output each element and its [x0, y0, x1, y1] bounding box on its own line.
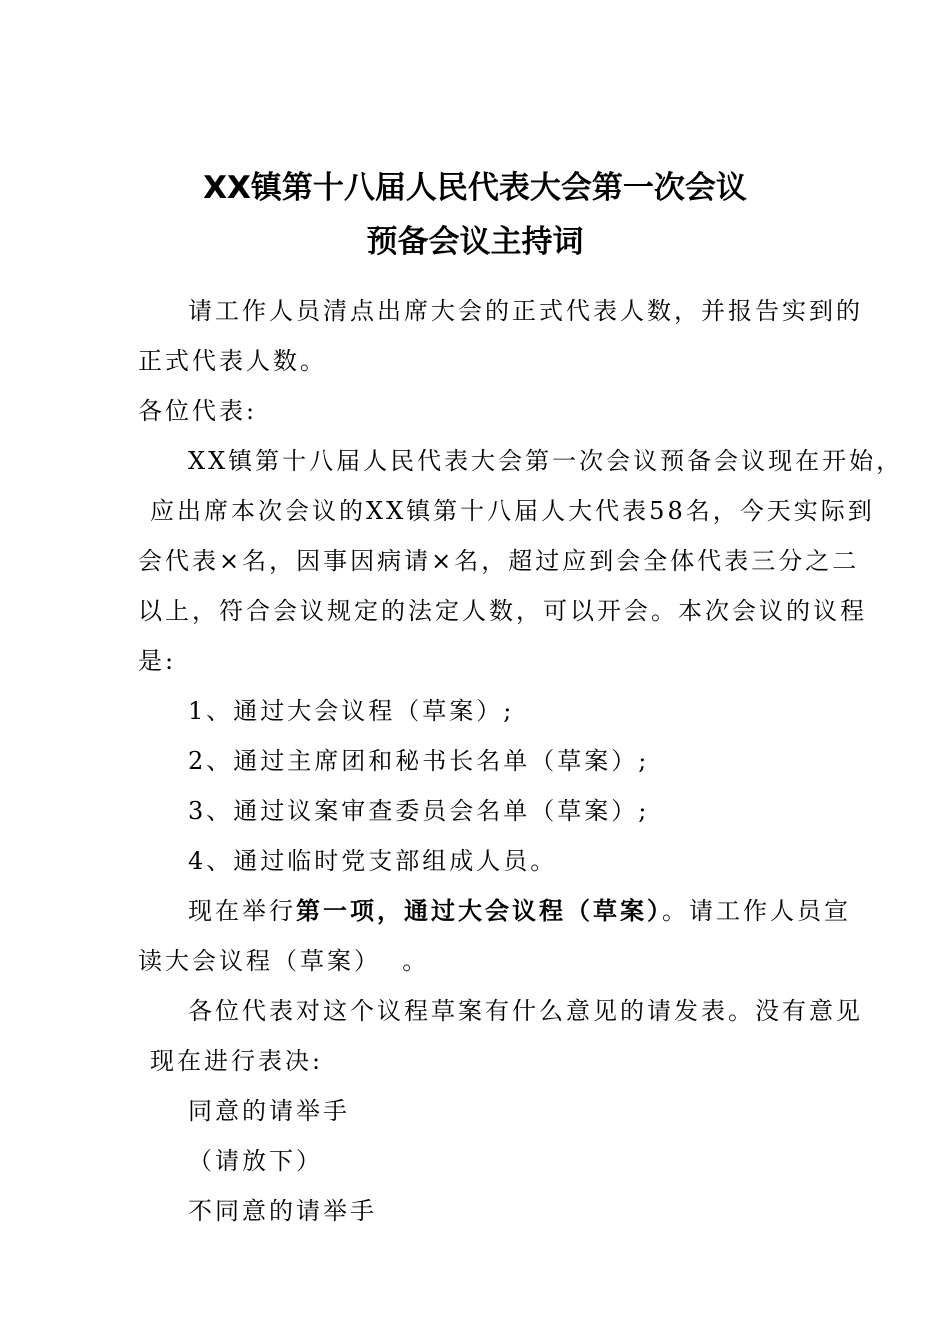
paragraph-4-line-2: 现在进行表决: — [150, 1047, 324, 1075]
paragraph-3-prefix: 现在举行 — [188, 897, 296, 925]
vote-agree-line: 同意的请举手 — [188, 1097, 350, 1125]
paragraph-4-line-1: 各位代表对这个议程草案有什么意见的请发表。没有意见 — [188, 997, 863, 1025]
paragraph-3-bold-phrase: 第一项，通过大会议程（草案） — [296, 896, 662, 925]
agenda-item-2: 2、通过主席团和秘书长名单（草案）; — [188, 747, 650, 775]
agenda-item-3: 3、通过议案审查委员会名单（草案）; — [188, 797, 650, 825]
vote-lower-hands-line: （请放下） — [188, 1147, 323, 1175]
agenda-item-4: 4、通过临时党支部组成人员。 — [188, 847, 558, 875]
document-title-line2: 预备会议主持词 — [366, 224, 584, 260]
document-title-line1: XX镇第十八届人民代表大会第一次会议 — [203, 170, 747, 206]
paragraph-1-line-1: 请工作人员清点出席大会的正式代表人数，并报告实到的 — [188, 297, 863, 325]
vote-disagree-line: 不同意的请举手 — [188, 1197, 377, 1225]
paragraph-2-line-4: 以上，符合会议规定的法定人数，可以开会。本次会议的议程 — [138, 597, 867, 625]
salutation: 各位代表: — [138, 397, 258, 425]
paragraph-2-line-5: 是: — [138, 647, 177, 675]
paragraph-1-line-2: 正式代表人数。 — [138, 347, 327, 375]
paragraph-2-line-2: 应出席本次会议的XX镇第十八届人大代表58名，今天实际到 — [150, 497, 875, 525]
paragraph-3-line-1 — [188, 894, 851, 928]
agenda-item-1: 1、通过大会议程（草案）; — [188, 697, 515, 725]
paragraph-3-suffix: 。请工作人员宣 — [662, 897, 851, 925]
paragraph-2-line-3: 会代表×名，因事因病请×名，超过应到会全体代表三分之二 — [138, 547, 860, 575]
paragraph-3-line-2: 读大会议程（草案） 。 — [138, 947, 430, 975]
paragraph-2-line-1: XX镇第十八届人民代表大会第一次会议预备会议现在开始， — [188, 447, 904, 475]
